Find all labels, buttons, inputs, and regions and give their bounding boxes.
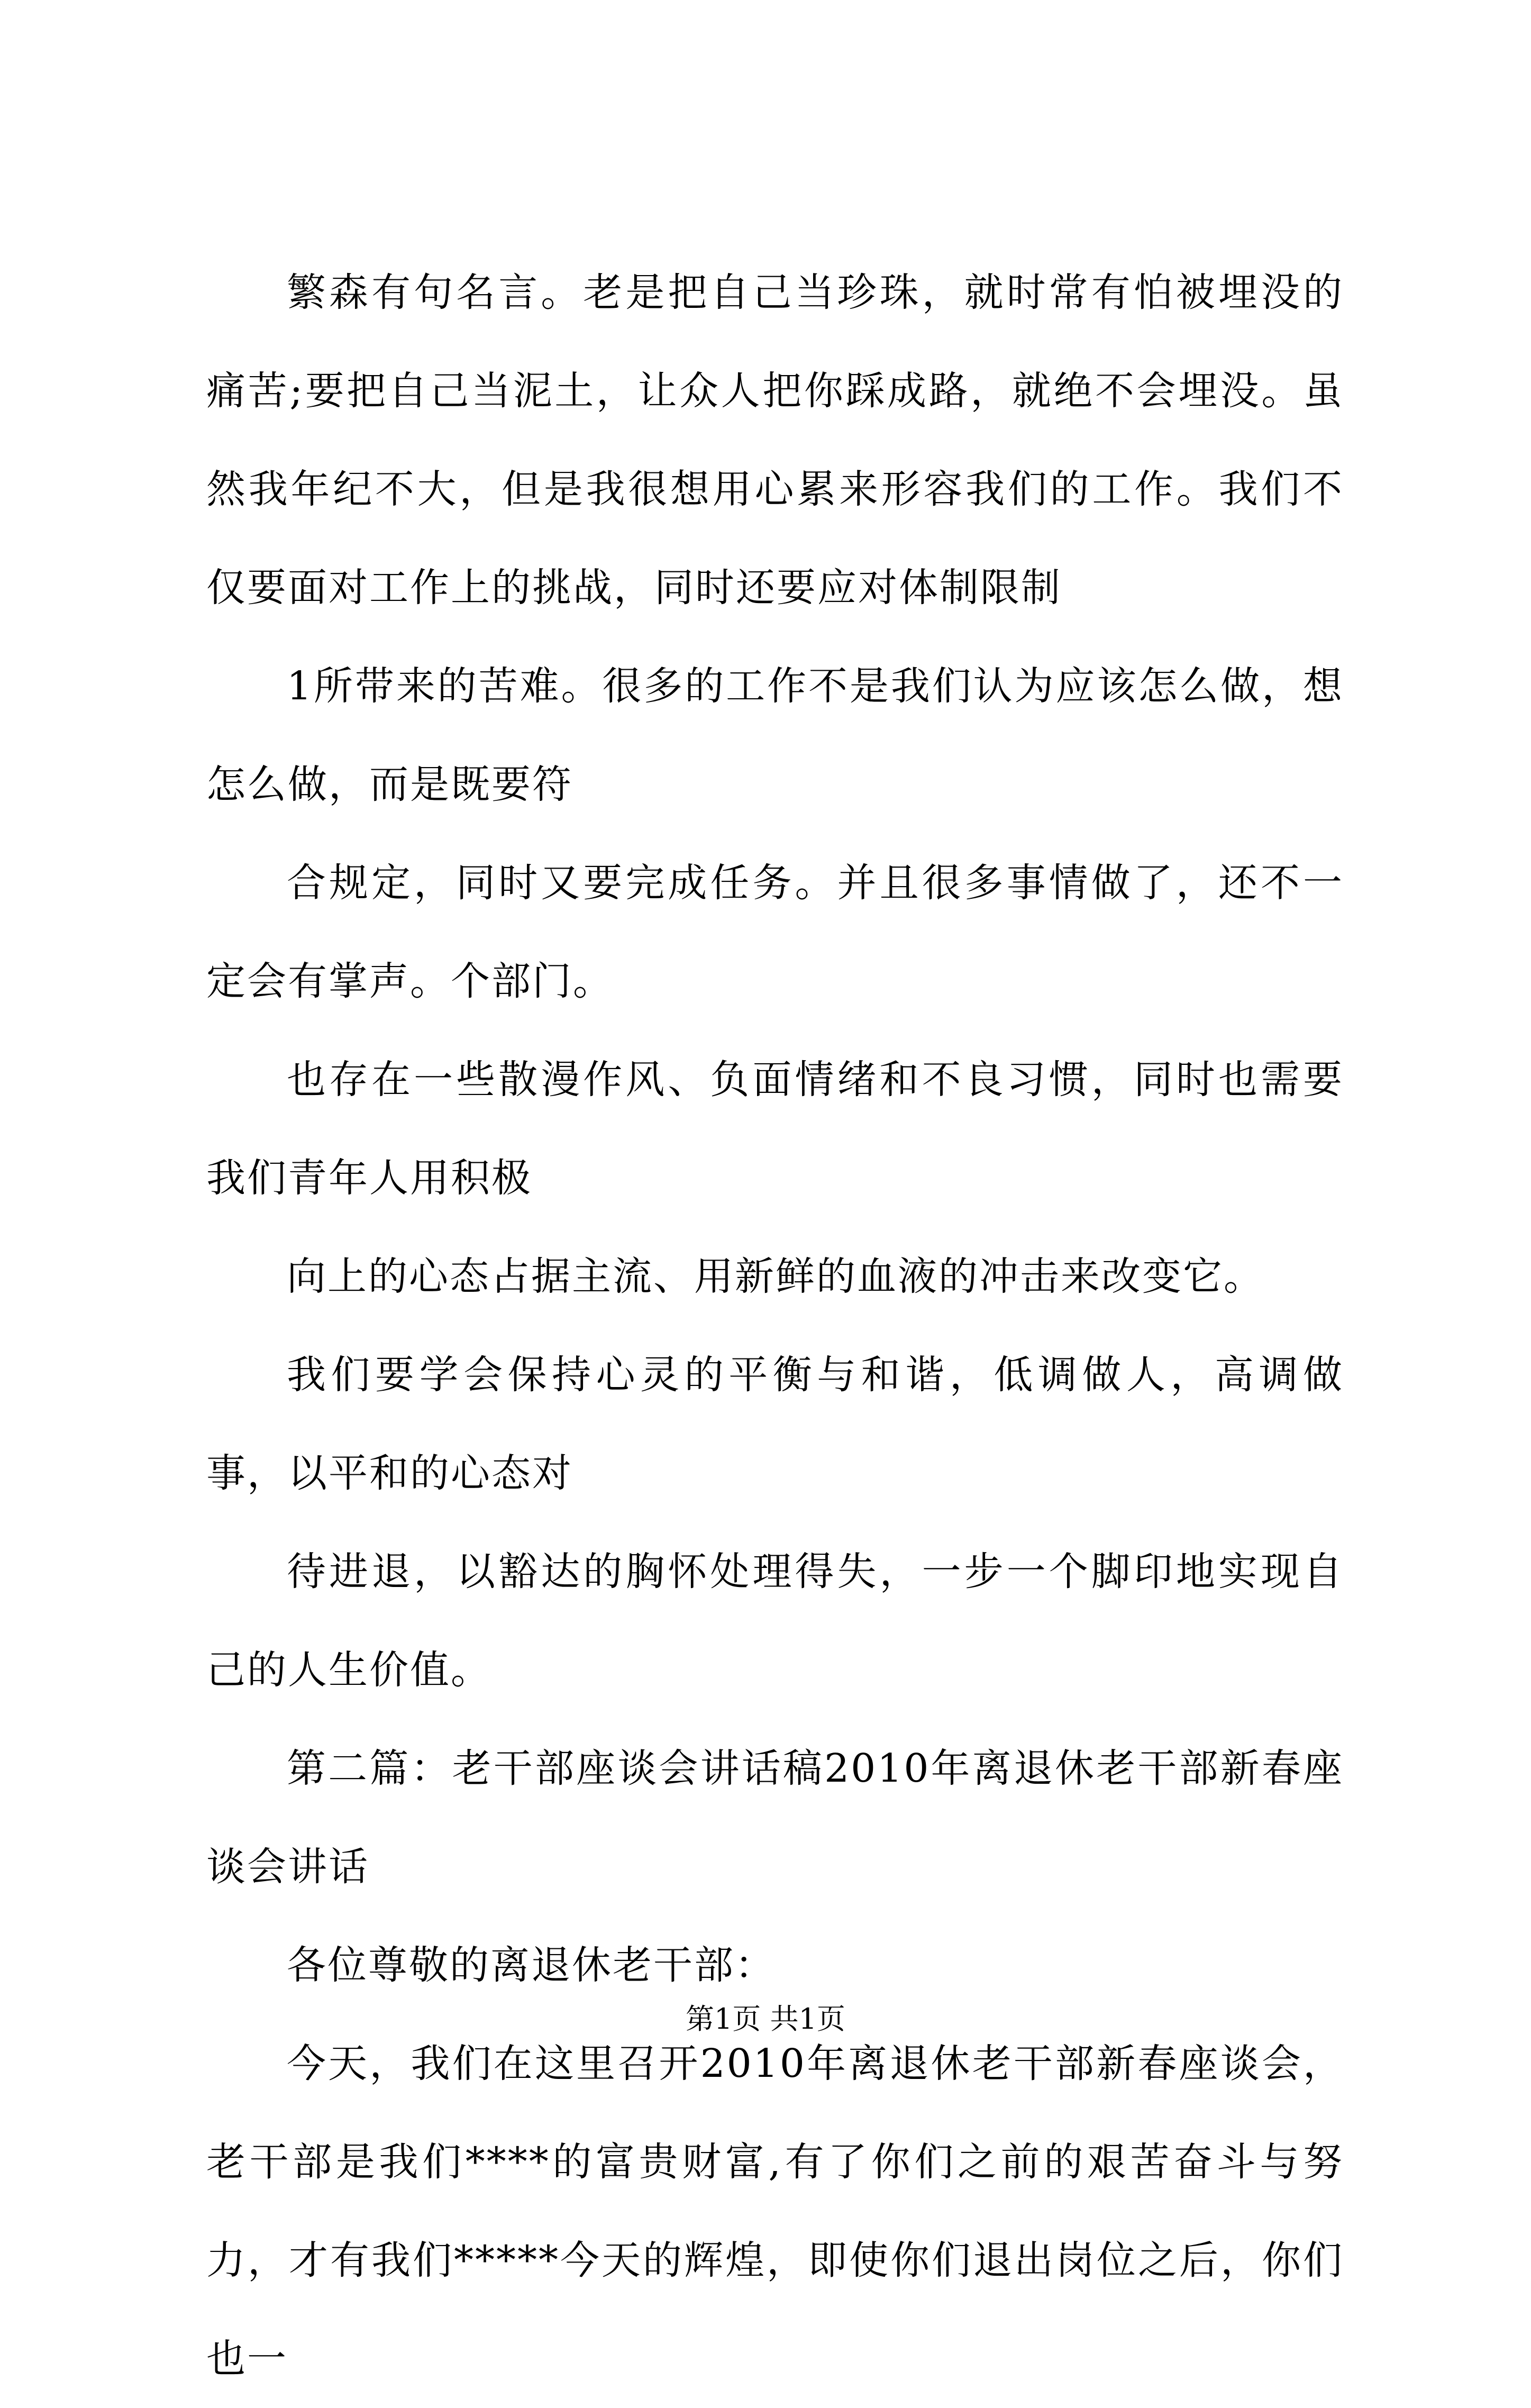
section-heading: 第二篇：老干部座谈会讲话稿2010年离退休老干部新春座谈会讲话 [206,1746,1344,1890]
paragraph: 1所带来的苦难。很多的工作不是我们认为应该怎么做，想怎么做，而是既要符 [206,663,1344,807]
paragraph: 繁森有句名言。老是把自己当珍珠，就时常有怕被埋没的痛苦;要把自己当泥土，让众人把你踩成路，就绝不会埋没。虽然我年纪不大，但是我很想用心累来形容我们的工作。我们不仅要面对工作上的挑战，同时还要应对体制限制 [206,270,1344,610]
paragraph: 今天，我们在这里召开2010年离退休老干部新春座谈会，老干部是我们****的富贵财富,有了你们之前的艰苦奋斗与努力，才有我们*****今天的辉煌，即使你们退出岗位之后，你们也一 [206,2041,1344,2382]
document-body [206,243,1344,2408]
paragraph: 合规定，同时又要完成任务。并且很多事情做了，还不一定会有掌声。个部门。 [206,860,1344,1004]
paragraph: 我们要学会保持心灵的平衡与和谐，低调做人，高调做事，以平和的心态对 [206,1352,1344,1496]
salutation: 各位尊敬的离退休老干部： [287,1942,776,1988]
paragraph: 待进退，以豁达的胸怀处理得失，一步一个脚印地实现自己的人生价值。 [206,1549,1344,1693]
paragraph: 也存在一些散漫作风、负面情绪和不良习惯，同时也需要我们青年人用积极 [206,1057,1344,1201]
paragraph: 向上的心态占据主流、用新鲜的血液的冲击来改变它。 [287,1254,1264,1299]
page-footer: 第1页 共1页 [686,2002,845,2036]
